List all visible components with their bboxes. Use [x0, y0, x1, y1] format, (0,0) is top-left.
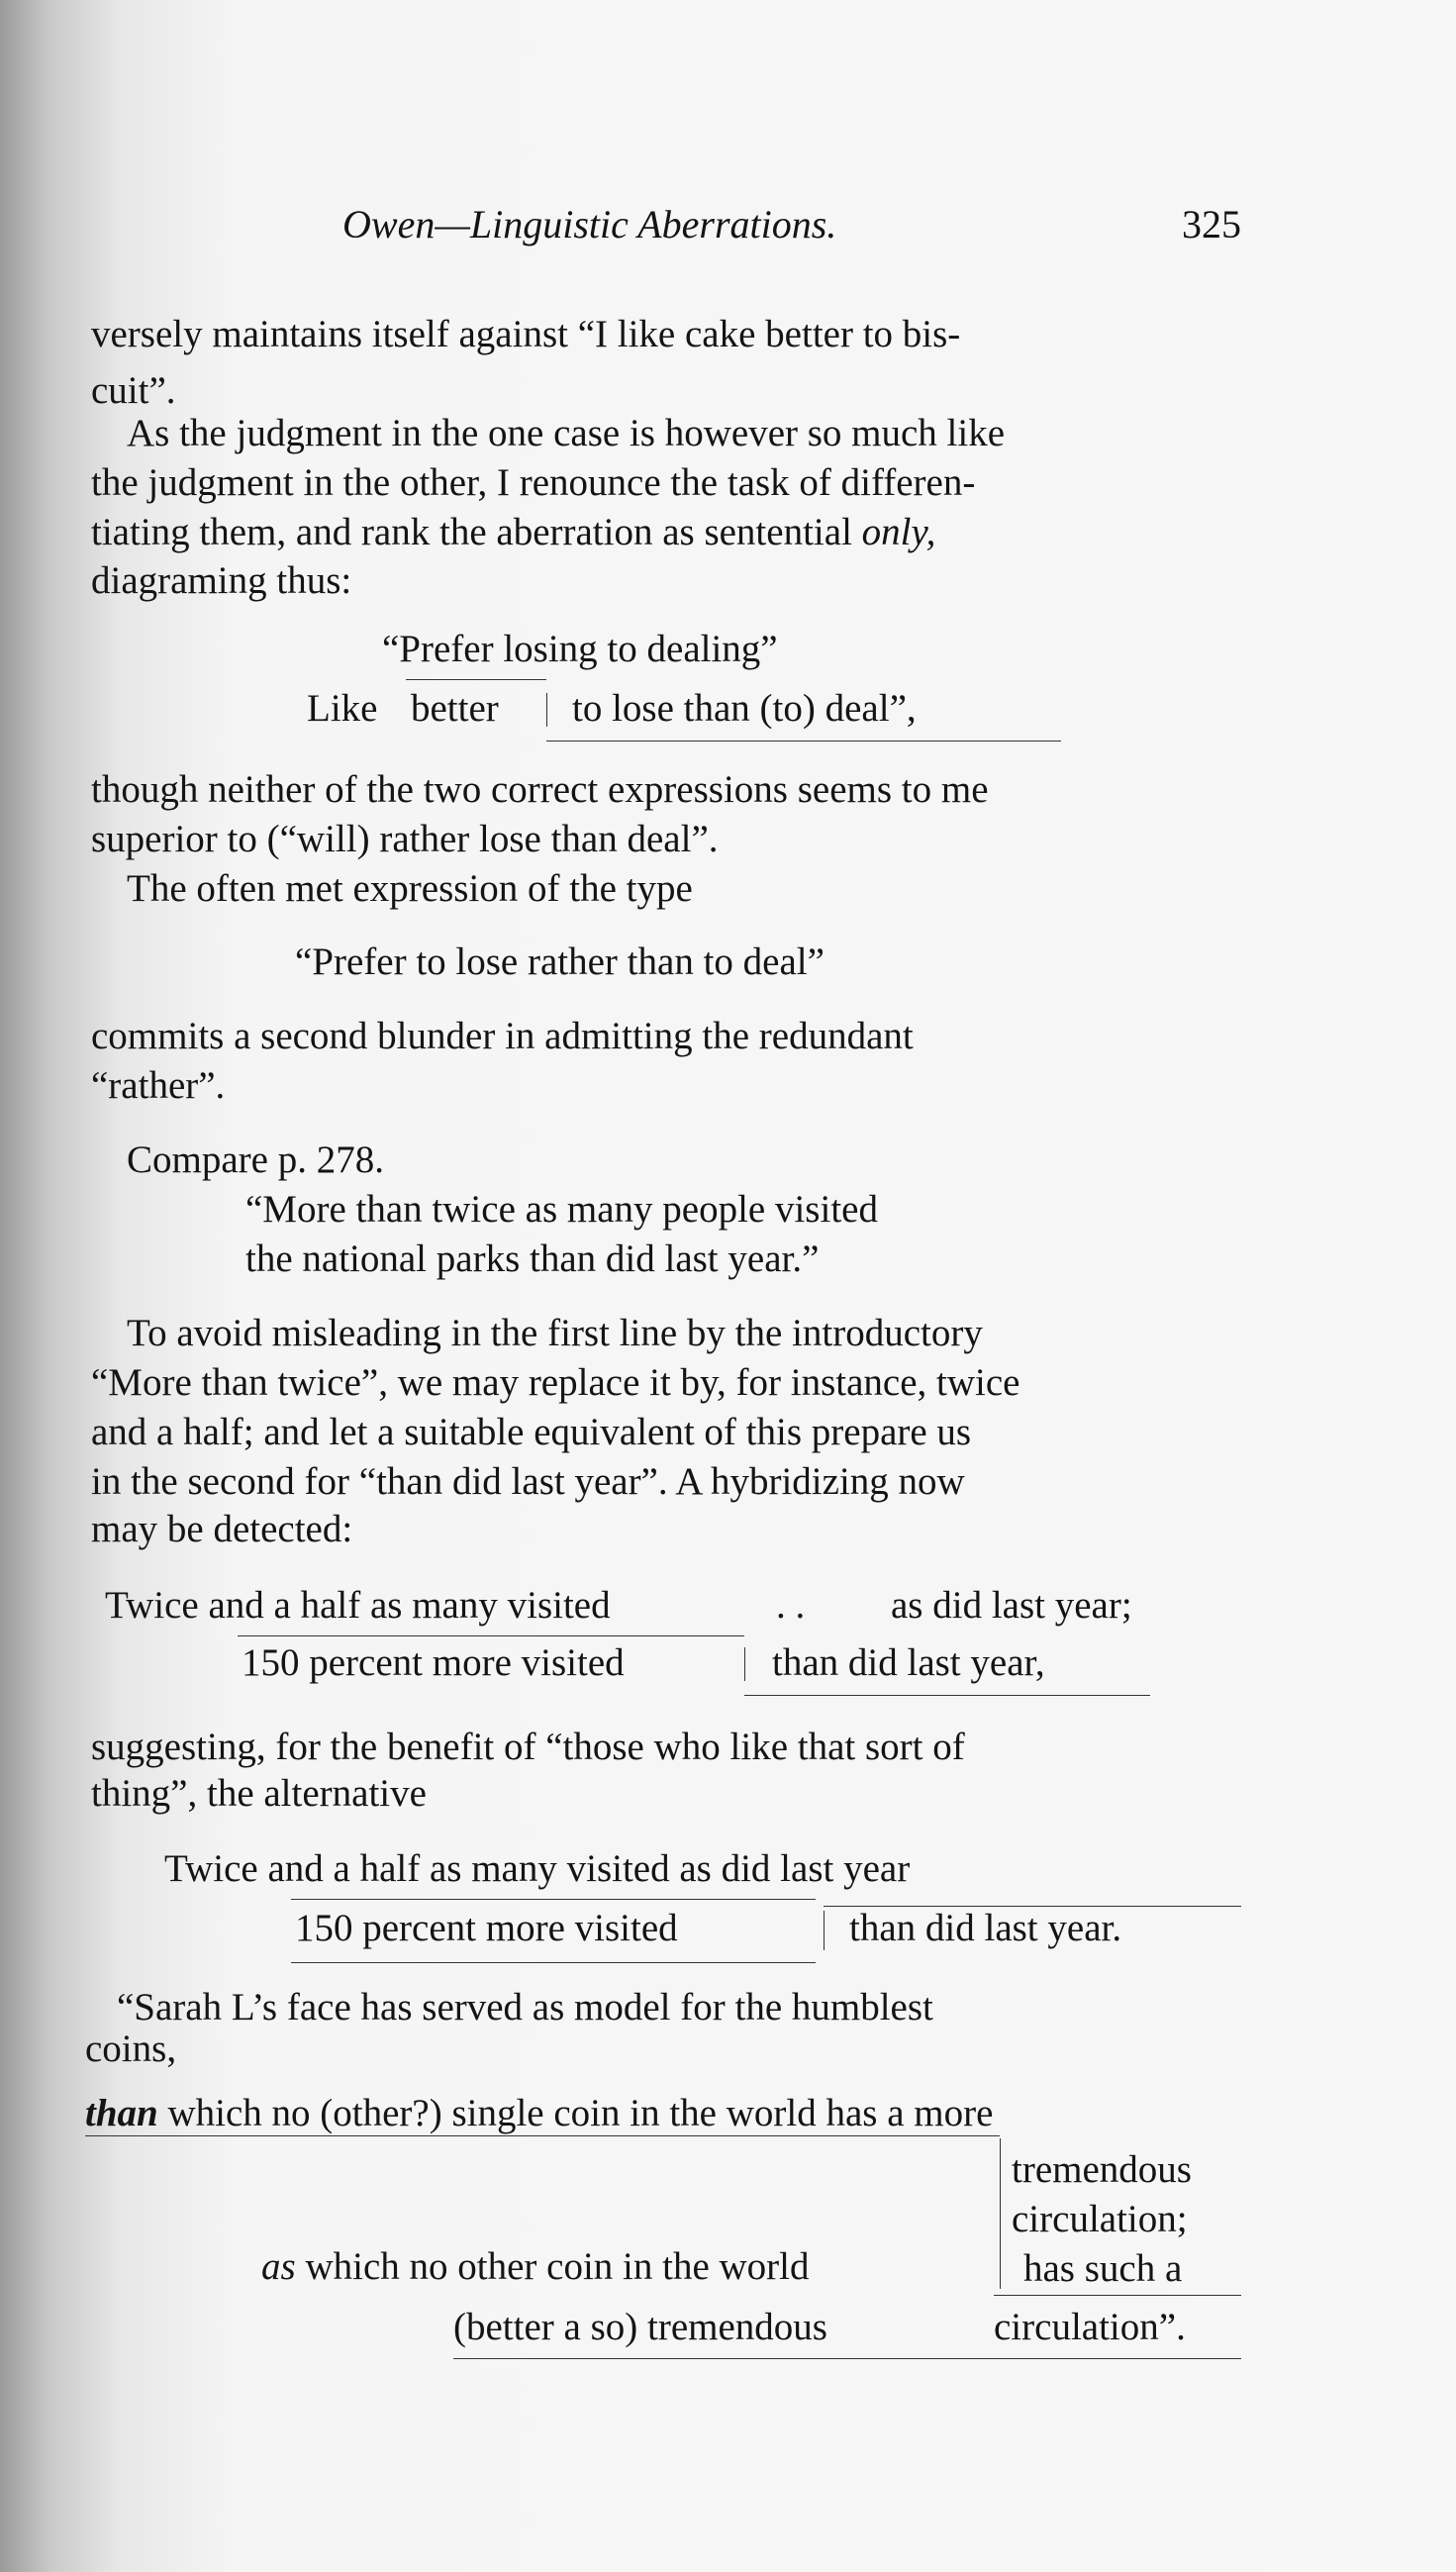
text-span: which no other coin in the world [295, 2245, 810, 2288]
text-line: “rather”. [91, 1064, 226, 1107]
text-line: thing”, the alternative [91, 1772, 427, 1815]
diagram1-better: better [411, 687, 499, 730]
page-number: 325 [1182, 202, 1241, 247]
diagram-rule [824, 1911, 825, 1950]
quote-line: “Prefer to lose rather than to deal” [295, 940, 825, 983]
running-title: Owen—Linguistic Aberrations. [342, 202, 837, 247]
text-line: though neither of the two correct expressions seems to me [91, 768, 989, 811]
emphasis-only: only, [861, 511, 936, 553]
text-line: suggesting, for the benefit of “those who like that sort of [91, 1726, 965, 1768]
text-line: “More than twice”, we may replace it by, for instance, twice [91, 1361, 1020, 1404]
text-line: As the judgment in the one case is however so much like [127, 412, 1006, 454]
text-line: in the second for “than did last year”. A hybridizing now [91, 1460, 965, 1503]
diagram-rule [85, 2135, 1000, 2136]
diagram2-line2-end: than did last year, [772, 1641, 1045, 1684]
diagram4-right1: tremendous [1012, 2148, 1192, 2191]
diagram-rule [291, 1962, 816, 1963]
diagram2-line1-end: as did last year; [891, 1584, 1132, 1627]
emphasis-as: as [261, 2245, 296, 2288]
text-line: diagraming thus: [91, 559, 352, 602]
text-line: coins, [85, 2028, 177, 2070]
diagram-rule [824, 1906, 1241, 1907]
diagram4-right2: circulation; [1012, 2198, 1188, 2240]
diagram3-line2: 150 percent more visited [295, 1907, 678, 1949]
diagram-rule [238, 1635, 744, 1636]
diagram4-line3: (better a so) tremendous [453, 2306, 827, 2348]
text-line: The often met expression of the type [127, 867, 693, 910]
diagram-rule [744, 1695, 1150, 1696]
diagram3-line1: Twice and a half as many visited as did last year [164, 1847, 911, 1890]
diagram4-right3: has such a [1023, 2247, 1183, 2290]
diagram1-rest: to lose than (to) deal”, [572, 687, 917, 730]
text-span: which no (other?) single coin in the world has a more [157, 2092, 994, 2134]
diagram-rule [453, 2358, 1241, 2359]
text-line: commits a second blunder in admitting the redundant [91, 1015, 914, 1057]
text-line: and a half; and let a suitable equivalent of this prepare us [91, 1411, 972, 1453]
diagram-rule [994, 2295, 1241, 2296]
diagram4-line3-end: circulation”. [994, 2306, 1186, 2348]
text-line: To avoid misleading in the first line by the introductory [127, 1312, 983, 1354]
diagram-rule [546, 693, 547, 727]
diagram4-line1 [85, 2094, 993, 2132]
diagram2-line2: 150 percent more visited [242, 1641, 625, 1684]
diagram1-top: “Prefer losing to dealing” [382, 628, 778, 670]
diagram2-dots: . . [776, 1584, 806, 1627]
diagram4-line2 [261, 2247, 810, 2286]
diagram-rule [546, 741, 1061, 742]
text-span: tiating them, and rank the aberration as sentential [91, 511, 862, 553]
diagram-rule [744, 1647, 745, 1681]
text-line: the judgment in the other, I renounce the task of differen- [91, 461, 976, 504]
text-line: may be detected: [91, 1508, 353, 1550]
text-line [91, 513, 935, 551]
quote-line: “More than twice as many people visited [245, 1188, 878, 1231]
emphasis-than: than [85, 2092, 158, 2134]
diagram-rule [291, 1899, 816, 1900]
diagram1-like: Like [307, 687, 378, 730]
text-line: versely maintains itself against “I like cake better to bis- [91, 313, 961, 355]
text-line: cuit”. [91, 369, 176, 412]
quote-line: the national parks than did last year.” [245, 1237, 820, 1280]
diagram-rule [406, 679, 546, 680]
text-line: superior to (“will) rather lose than deal”. [91, 818, 719, 860]
text-line: “Sarah L’s face has served as model for the humblest [117, 1986, 933, 2028]
diagram3-line2-end: than did last year. [849, 1907, 1122, 1949]
diagram2-line1: Twice and a half as many visited [105, 1584, 611, 1627]
diagram-rule [1000, 2138, 1001, 2289]
text-line: Compare p. 278. [127, 1138, 384, 1181]
